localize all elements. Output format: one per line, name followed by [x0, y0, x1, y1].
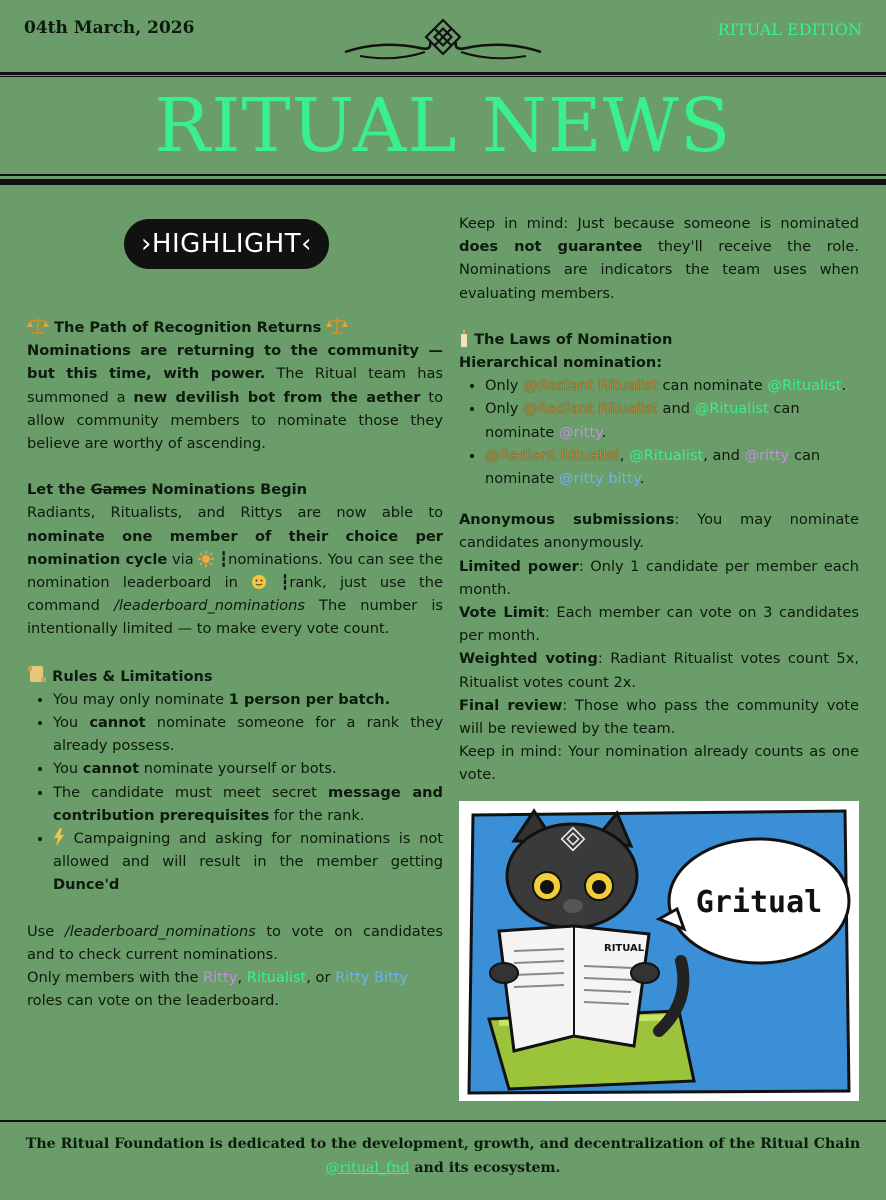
role-ritualist: Ritualist — [246, 969, 307, 987]
gritual-cat-illustration — [459, 801, 859, 1101]
rule-vote-limit: Vote Limit: Each member can vote on 3 candidates per month. — [459, 604, 859, 645]
foundation-handle-link[interactable]: @ritual_fnd — [325, 1160, 410, 1176]
channel-rank[interactable]: ┇rank, — [280, 574, 327, 592]
rules-list — [27, 688, 443, 897]
section-title-recognition: The Path of Recognition Returns — [27, 316, 443, 339]
recognition-paragraph: Nominations are returning to the community — but this time, with power. The Ritual team has summoned a new devilish bot from the aether to allow community members to nominate those they believe are worthy of ascending. — [27, 342, 444, 453]
use-command-paragraph: Use /leaderboard_nominations to vote on candidates and to check current nominations. — [27, 922, 443, 963]
masthead-title: RITUAL NEWS — [154, 83, 732, 169]
keep-in-mind-vote: Keep in mind: Your nomination already counts as one vote. — [459, 743, 859, 784]
highlight-label: HIGHLIGHT — [151, 229, 302, 259]
chevron-right-icon: › — [141, 229, 152, 259]
bubble-text: Gritual — [695, 885, 823, 920]
hierarchy-list — [459, 374, 859, 490]
nominations-paragraph: Radiants, Ritualists, and Rittys are now able to nominate one member of their choice per nomination cycle via ┇nominations. You can see the nomination leaderboard in ┇rank, just use the command /leaderboard_nominations The number is intentionally limited — to make every vote count. — [27, 504, 444, 638]
voting-roles-paragraph: Only members with the Ritty, Ritualist, or Ritty Bitty roles can vote on the leaderboard. — [27, 969, 409, 1010]
mention-radiant-ritualist[interactable]: @Radiant Ritualist — [523, 400, 658, 418]
footer-line-2: @ritual_fnd and its ecosystem. — [325, 1160, 561, 1176]
chevron-left-icon: ‹ — [301, 229, 312, 259]
masthead-bottom-rule-thin — [0, 174, 886, 176]
section-title-nominations-begin: Let the Games Nominations Begin — [27, 481, 308, 499]
list-item: • The candidate must meet secret message and contribution prerequisites for the rank. — [53, 781, 443, 827]
highlight-badge — [124, 219, 329, 269]
mention-ritualist[interactable]: @Ritualist — [767, 377, 842, 395]
hierarchical-title: Hierarchical nomination: — [459, 354, 663, 372]
rule-final-review: Final review: Those who pass the community vote will be reviewed by the team. — [459, 696, 859, 738]
mention-ritty-bitty[interactable]: @ritty bitty — [558, 470, 640, 488]
role-ritty-bitty: Ritty Bitty — [335, 969, 409, 987]
lightning-icon — [53, 828, 65, 846]
mention-ritualist[interactable]: @Ritualist — [629, 446, 704, 464]
section-title-laws: The Laws of Nomination — [459, 328, 859, 351]
list-item: • You cannot nominate yourself or bots. — [53, 757, 443, 780]
masthead-ornament-icon — [340, 12, 546, 72]
footer-line-1: The Ritual Foundation is dedicated to the development, growth, and decentralization of the Ritual Chain — [25, 1136, 861, 1152]
list-item: • You cannot nominate someone for a rank they already possess. — [53, 711, 443, 757]
section-title-rules: Rules & Limitations — [27, 664, 443, 688]
scales-icon — [326, 317, 348, 335]
list-item: • Only @Radiant Ritualist and @Ritualist can nominate @ritty. — [485, 397, 859, 443]
rule-weighted-voting: Weighted voting: Radiant Ritualist votes count 5x, Ritualist votes count 2x. — [459, 650, 859, 691]
list-item: • Campaigning and asking for nominations is not allowed and will result in the member getting Dunce'd — [53, 827, 443, 897]
footer-rule — [0, 1120, 886, 1122]
smiley-icon — [251, 574, 267, 590]
channel-nominations[interactable]: ┇nominations. — [219, 550, 323, 568]
role-ritty: Ritty — [203, 969, 238, 987]
footer — [0, 1132, 886, 1180]
rule-limited-power: Limited power: Only 1 candidate per member each month. — [459, 557, 859, 598]
list-item: • Only @Radiant Ritualist can nominate @Ritualist. — [485, 374, 859, 397]
sun-icon — [198, 551, 214, 567]
leaderboard-command: /leaderboard_nominations — [113, 597, 305, 615]
rule-anonymous: Anonymous submissions: You may nominate candidates anonymously. — [459, 511, 859, 552]
scroll-icon — [27, 664, 47, 684]
edition-label: RITUAL EDITION — [717, 20, 862, 39]
masthead-bottom-rule — [0, 179, 886, 185]
keep-in-mind-paragraph: Keep in mind: Just because someone is nominated does not guarantee they'll receive the role. Nominations are indicators the team uses when evaluating members. — [459, 215, 859, 302]
masthead-top-rule-thin — [0, 76, 886, 77]
mention-ritualist[interactable]: @Ritualist — [694, 400, 769, 418]
mention-radiant-ritualist[interactable]: @Radiant Ritualist — [523, 377, 658, 395]
issue-date: 04th March, 2026 — [24, 18, 195, 38]
mention-radiant-ritualist[interactable]: @Radiant Ritualist — [485, 446, 620, 464]
left-column — [27, 316, 443, 1012]
scales-icon — [27, 317, 49, 335]
list-item: • @Radiant Ritualist, @Ritualist, and @ritty can nominate @ritty bitty. — [485, 444, 859, 490]
masthead-top-rule — [0, 72, 886, 75]
newspaper-text: RITUAL — [604, 943, 645, 954]
mention-ritty[interactable]: @ritty — [558, 423, 602, 441]
list-item: • You may only nominate 1 person per batch. — [53, 688, 443, 711]
mention-ritty[interactable]: @ritty — [744, 446, 790, 464]
candle-icon — [459, 329, 469, 347]
right-column — [459, 212, 859, 828]
